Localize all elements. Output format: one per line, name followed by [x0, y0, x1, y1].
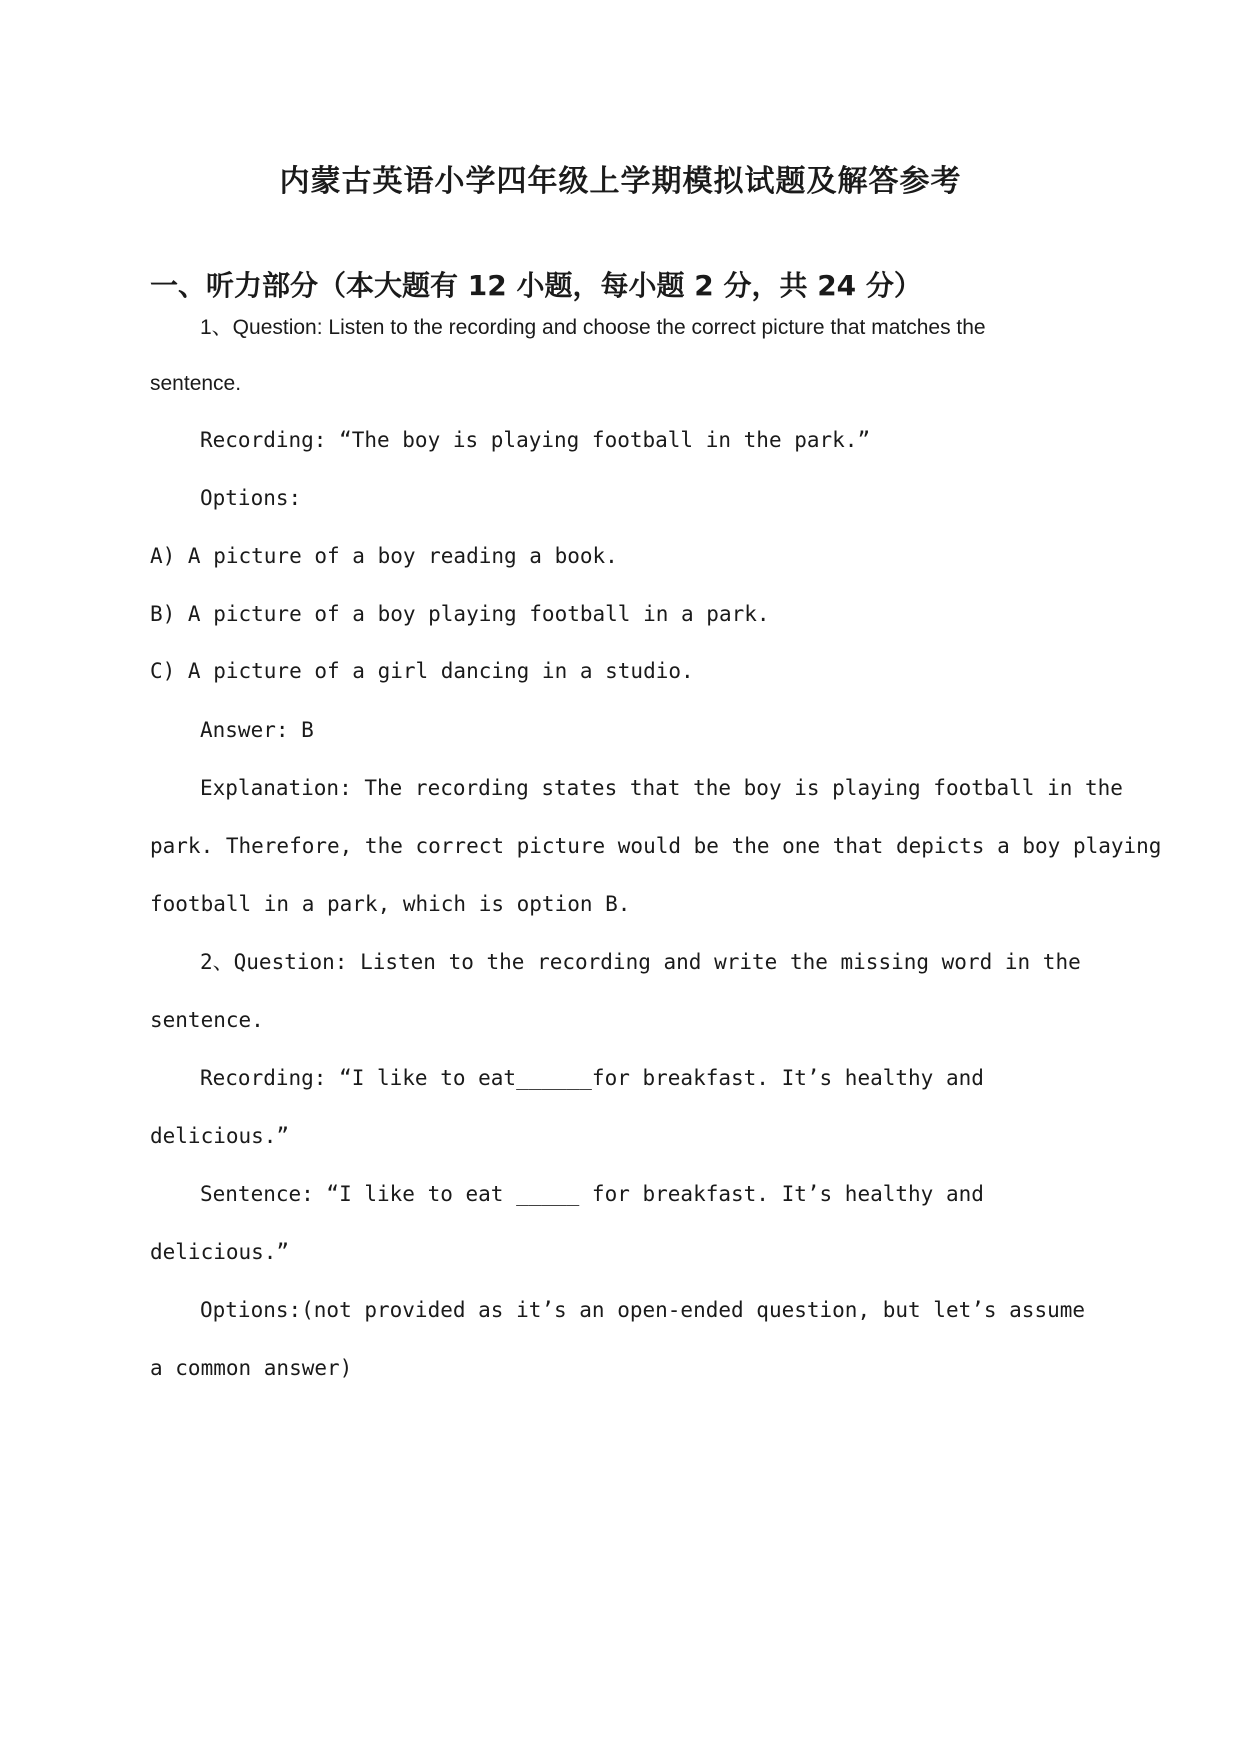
question-2-options: Options:(not provided as it’s an open-ended question, but let’s assume: [200, 1298, 1086, 1322]
question-1-answer: Answer: B: [200, 718, 314, 742]
question-1-recording: Recording: “The boy is playing football in the park.”: [200, 428, 871, 452]
question-2-recording: Recording: “I like to eat______for breakfast. It’s healthy and: [200, 1066, 984, 1090]
question-1-text-cont: sentence.: [150, 372, 242, 395]
option-b: B) A picture of a boy playing football in a park.: [150, 602, 770, 626]
question-1-explanation: Explanation: The recording states that the boy is playing football in the: [200, 776, 1123, 800]
question-2-sentence-cont: delicious.”: [150, 1240, 290, 1264]
question-2-recording-cont: delicious.”: [150, 1124, 290, 1148]
question-2-text-cont: sentence.: [150, 1008, 264, 1032]
question-2-sentence: Sentence: “I like to eat _____ for breakfast. It’s healthy and: [200, 1182, 984, 1206]
question-1-options-label: Options:: [200, 486, 302, 510]
question-1-text: 1、Question: Listen to the recording and choose the correct picture that matches the: [200, 316, 986, 339]
question-2-text: 2、Question: Listen to the recording and write the missing word in the: [200, 950, 1081, 974]
question-1-explanation-end: football in a park, which is option B.: [150, 892, 631, 916]
section-heading: 一、听力部分（本大题有 12 小题，每小题 2 分，共 24 分）: [150, 269, 922, 302]
question-2-options-cont: a common answer): [150, 1356, 353, 1380]
option-a: A) A picture of a boy reading a book.: [150, 544, 618, 568]
question-1-explanation-cont: park. Therefore, the correct picture would be the one that depicts a boy playing: [150, 834, 1162, 858]
document-title: 内蒙古英语小学四年级上学期模拟试题及解答参考: [279, 164, 962, 199]
option-c: C) A picture of a girl dancing in a studio.: [150, 659, 694, 683]
